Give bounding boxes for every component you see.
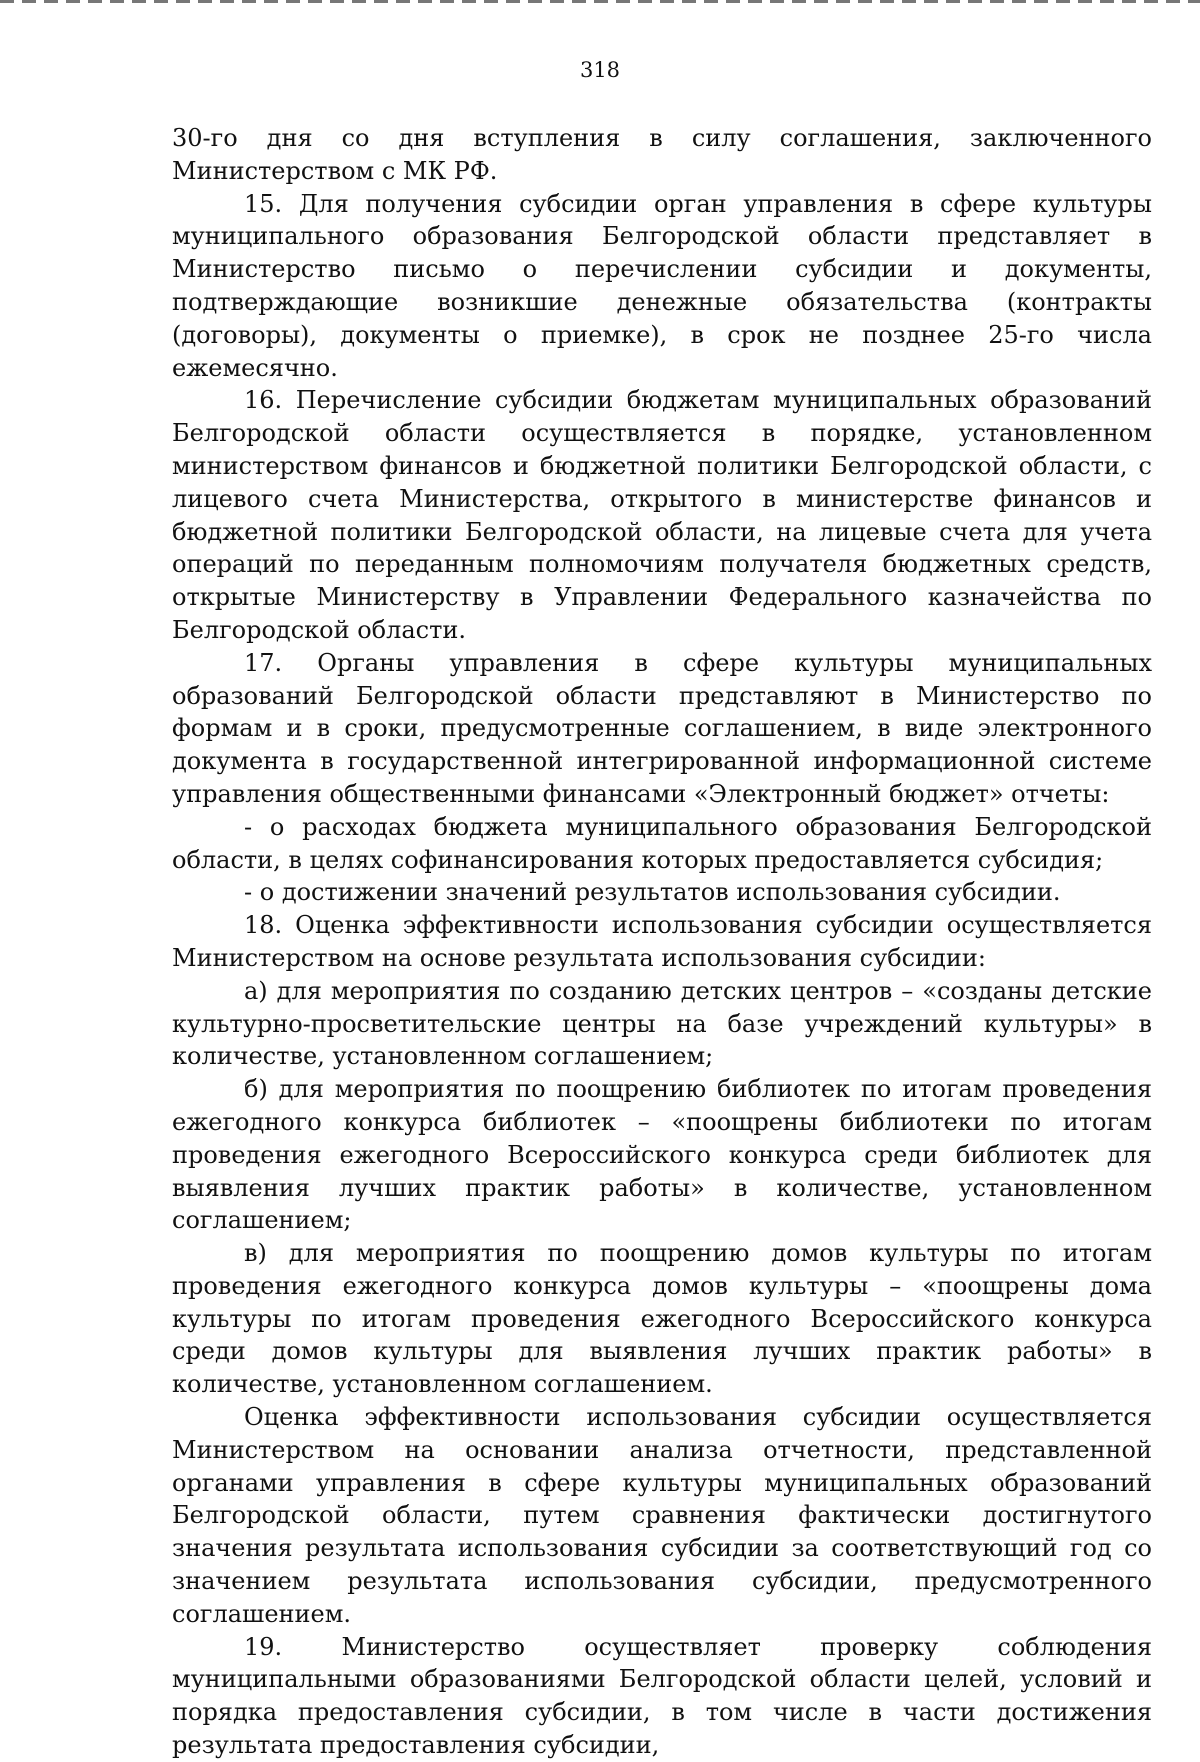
scan-top-edge bbox=[0, 0, 1200, 3]
list-item-results-report: - о достижении значений результатов использования субсидии. bbox=[244, 878, 1061, 907]
paragraph-item-15: 15. Для получения субсидии орган управления в сфере культуры муниципального образования Белгородской области представляет в Министерство письмо о перечислении субсидии и документы, подтверждающие возникшие денежные обязательства (контракты (договоры), документы о приемке), в срок не позднее 25-го числа ежемесячно. bbox=[172, 189, 1152, 382]
document-body bbox=[172, 122, 1152, 1762]
list-item-b: б) для мероприятия по поощрению библиотек по итогам проведения ежегодного конкурса библиотек – «поощрены библиотеки по итогам проведения ежегодного Всероссийского конкурса среди библиотек для выявления лучших практик работы» в количестве, установленном соглашением; bbox=[172, 1075, 1152, 1235]
paragraph-item-16: 16. Перечисление субсидии бюджетам муниципальных образований Белгородской области осуществляется в порядке, установленном министерством финансов и бюджетной политики Белгородской области, с лицевого счета Министерства, открытого в министерстве финансов и бюджетной политики Белгородской области, на лицевые счета для учета операций по переданным полномочиям получателя бюджетных средств, открытые Министерству в Управлении Федерального казначейства по Белгородской области. bbox=[172, 386, 1152, 644]
list-item-v: в) для мероприятия по поощрению домов культуры по итогам проведения ежегодного конкурса домов культуры – «поощрены дома культуры по итогам проведения ежегодного Всероссийского конкурса среди домов культуры для выявления лучших практик работы» в количестве, установленном соглашением. bbox=[172, 1239, 1152, 1399]
paragraph-item-17: 17. Органы управления в сфере культуры муниципальных образований Белгородской области представляют в Министерство по формам и в сроки, предусмотренные соглашением, в виде электронного документа в государственной интегрированной информационной системе управления общественными финансами «Электронный бюджет» отчеты: bbox=[172, 648, 1152, 808]
paragraph-continuation: 30-го дня со дня вступления в силу соглашения, заключенного Министерством с МК РФ. bbox=[172, 124, 1152, 185]
paragraph-item-19: 19. Министерство осуществляет проверку соблюдения муниципальными образованиями Белгородской области целей, условий и порядка предоставления субсидии, в том числе в части достижения результата предоставления субсидии, bbox=[172, 1632, 1152, 1760]
page-number: 318 bbox=[579, 58, 621, 82]
paragraph-item-18: 18. Оценка эффективности использования субсидии осуществляется Министерством на основе результата использования субсидии: bbox=[172, 911, 1152, 972]
paragraph-evaluation: Оценка эффективности использования субсидии осуществляется Министерством на основании анализа отчетности, представленной органами управления в сфере культуры муниципальных образований Белгородской области, путем сравнения фактически достигнутого значения результата использования субсидии за соответствующий год со значением результата использования субсидии, предусмотренного соглашением. bbox=[172, 1403, 1152, 1628]
list-item-a: а) для мероприятия по созданию детских центров – «созданы детские культурно-просветительские центры на базе учреждений культуры» в количестве, установленном соглашением; bbox=[172, 976, 1152, 1071]
list-item-expenses-report: - о расходах бюджета муниципального образования Белгородской области, в целях софинансирования которых предоставляется субсидия; bbox=[172, 812, 1152, 874]
